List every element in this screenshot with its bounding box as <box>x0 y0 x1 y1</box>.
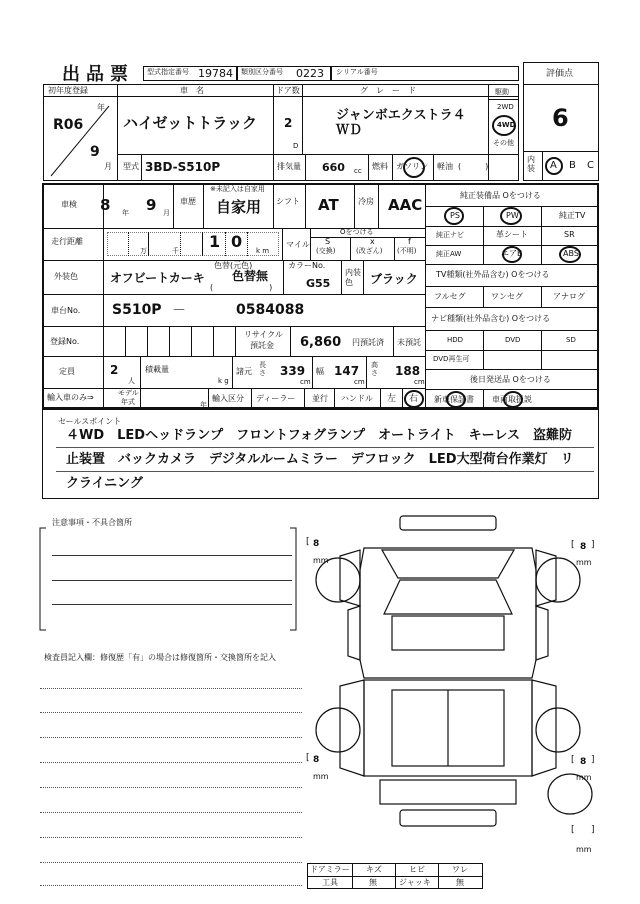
mileage-man-unit: 万 <box>140 247 147 255</box>
tire-spare-open: [ <box>571 825 575 835</box>
divider <box>273 84 274 154</box>
import-parallel: 並行 <box>312 394 328 403</box>
mileage-circle-hint: Oをつける <box>340 228 374 236</box>
drive-4wd-circle <box>492 115 516 136</box>
divider <box>402 388 403 409</box>
repaint-label: 色替(元色) <box>214 261 253 270</box>
selling-points-line1: ４WD LEDヘッドランプ フロントフォグランプ オートライト キーレス 盗難防 <box>66 428 573 443</box>
car-diagram <box>300 510 600 855</box>
divider <box>523 151 599 152</box>
divider <box>488 99 519 100</box>
divider <box>191 326 192 356</box>
selling-points-label: セールスポイント <box>58 417 122 426</box>
divider <box>363 260 364 294</box>
category-label: 類別区分番号 <box>241 68 283 76</box>
unknown-label: (不明) <box>397 247 417 255</box>
divider <box>305 154 306 181</box>
divider <box>140 356 141 388</box>
grade-header: グ レ ー ド <box>360 86 416 95</box>
length-cm: cm <box>300 378 311 386</box>
inspection-label: 車検 <box>61 200 77 209</box>
divider <box>103 388 104 409</box>
divider <box>483 389 484 409</box>
model-value: 3BD-S510P <box>145 160 221 174</box>
model-year-unit: 年 <box>200 401 207 409</box>
model-cert-no: 19784 <box>198 67 233 80</box>
divider <box>366 356 367 388</box>
divider <box>392 154 393 181</box>
color-no-label: カラーNo. <box>288 261 326 270</box>
month-unit: 月 <box>104 162 112 171</box>
repaint-paren: ( ) <box>210 283 273 292</box>
divider <box>395 863 396 889</box>
reg-no-label: 登録No. <box>50 337 80 346</box>
displacement-value: 660 <box>322 161 345 174</box>
dotted-line <box>40 688 302 689</box>
tire-fl-open: [ <box>306 537 310 547</box>
dotted-line <box>40 762 302 763</box>
recycle-label-1: リサイクル <box>244 330 283 339</box>
recycle-not: 未預託 <box>397 338 421 347</box>
divider <box>425 286 599 287</box>
history-value: 自家用 <box>216 198 262 216</box>
model-year-label-1: モデル <box>118 389 139 397</box>
dims-label: 諸元 <box>236 367 252 376</box>
nav-dvd: DVD <box>505 336 521 344</box>
equipment-title: 純正装備品 Oをつける <box>460 191 541 200</box>
int-color-label: 内装色 <box>345 268 361 287</box>
tire-rr-unit: mm <box>576 773 592 782</box>
divider <box>273 154 274 181</box>
divider <box>302 84 303 154</box>
interior-label: 内装 <box>527 155 535 173</box>
altered-label: (改ざん) <box>356 247 383 255</box>
swap-mark: S <box>325 237 331 246</box>
note-line <box>52 604 292 605</box>
chassis-dash: － <box>172 303 186 319</box>
tire-rr-open: [ <box>571 755 575 765</box>
length-value: 339 <box>280 364 306 378</box>
divider <box>203 183 204 228</box>
divider <box>140 388 141 409</box>
divider <box>483 286 484 307</box>
model-label: 型式 <box>123 162 139 171</box>
divider <box>378 183 379 228</box>
caution-label: 注意事項・不具合箇所 <box>52 518 132 527</box>
footer-break: ワレ <box>452 865 468 874</box>
divider <box>541 330 542 369</box>
shift-value: AT <box>318 196 339 214</box>
vehicle-name: ハイゼットトラック <box>123 114 257 132</box>
divider <box>225 232 226 256</box>
mileage-label: 走行距離 <box>51 237 83 246</box>
repaint-value: 色替無 <box>232 269 269 283</box>
dotted-line <box>40 787 302 788</box>
divider <box>368 154 369 181</box>
divider <box>394 237 395 260</box>
mileage-sen-unit: 千 <box>172 247 179 255</box>
mileage-digit-2: 0 <box>231 232 243 251</box>
interior-c: C <box>587 160 594 171</box>
divider <box>483 206 484 264</box>
drive-4wd: 4WD <box>497 121 516 129</box>
divider <box>393 326 394 356</box>
divider <box>42 326 425 327</box>
color-label: 外装色 <box>54 272 78 281</box>
page-title: 出品票 <box>62 64 134 85</box>
divider <box>273 183 274 228</box>
year-unit: 年 <box>97 103 105 112</box>
tire-fl-unit: mm <box>313 556 329 565</box>
mileage-digit-1: 1 <box>209 232 221 251</box>
divider <box>312 356 313 388</box>
tire-rl-unit: mm <box>313 772 329 781</box>
dotted-line <box>40 837 302 838</box>
divider <box>341 260 342 294</box>
model-year-label-2: 年式 <box>121 398 135 406</box>
interior-a: A <box>550 160 557 171</box>
category-no: 0223 <box>296 67 324 80</box>
equip-tv: 純正TV <box>559 211 586 220</box>
dotted-line <box>40 712 302 713</box>
capacity-value: 2 <box>110 363 119 377</box>
ac-value: AAC <box>388 196 423 214</box>
recycle-label-2: 預託金 <box>250 341 274 350</box>
divider <box>56 471 594 472</box>
divider <box>304 388 305 409</box>
fuel-gasoline-circle <box>403 157 425 178</box>
chassis-label: 車台No. <box>51 306 81 315</box>
divider <box>251 388 252 409</box>
inspection-year: 8 <box>100 196 111 214</box>
divider <box>380 388 381 409</box>
tire-rl-open: [ <box>306 753 310 763</box>
tire-rl-depth: 8 <box>313 755 320 765</box>
divider <box>169 326 170 356</box>
equip-aw: 純正AW <box>436 250 462 258</box>
doors-label: ドア数 <box>276 86 300 95</box>
divider <box>425 307 599 308</box>
mileage-mile: マイル <box>286 240 310 249</box>
divider <box>433 154 434 181</box>
length-label: 長さ <box>259 361 266 377</box>
handle-right: 右 <box>409 394 419 404</box>
divider <box>483 330 484 369</box>
divider <box>425 183 426 409</box>
interior-a-circle <box>545 157 563 175</box>
dotted-line <box>40 862 302 863</box>
divider <box>523 84 599 85</box>
doors-value: 2 <box>284 116 293 130</box>
divider <box>425 226 599 227</box>
equip-airbag: エアB <box>501 249 523 258</box>
divider <box>334 388 335 409</box>
divider <box>208 388 209 409</box>
divider <box>213 326 214 356</box>
cc-unit: cc <box>354 167 362 175</box>
recycle-deposited: 円預託済 <box>352 338 384 347</box>
chassis-prefix: S510P <box>112 302 162 318</box>
tire-spare-unit: mm <box>576 845 592 854</box>
divider <box>425 350 599 351</box>
footer-scratch: キズ <box>366 865 382 874</box>
divider <box>438 863 439 889</box>
divider <box>202 232 203 256</box>
divider <box>125 326 126 356</box>
footer-tools-value: 無 <box>369 878 377 887</box>
import-dealer: ディーラー <box>256 394 296 403</box>
recycle-amount: 6,860 <box>300 335 342 350</box>
divider <box>232 356 233 388</box>
divider <box>180 232 181 256</box>
divider <box>148 232 149 256</box>
fuel-label: 燃料 <box>372 162 388 171</box>
divider <box>147 326 148 356</box>
nav-sd: SD <box>566 336 576 344</box>
private-note: ※未記入は自家用 <box>210 185 265 193</box>
handle-label: ハンドル <box>341 394 373 403</box>
equip-airbag-circle <box>502 246 522 263</box>
height-label: 高さ <box>371 361 378 377</box>
color-no-value: G55 <box>306 277 331 290</box>
note-line <box>52 580 292 581</box>
divider <box>117 154 519 155</box>
mileage-digits-box <box>107 232 279 256</box>
divider <box>42 294 425 295</box>
fuel-diesel: 軽油 <box>437 162 453 171</box>
later-manual: 車両取扱説 <box>492 395 532 404</box>
first-reg-label: 初年度登録 <box>48 86 88 95</box>
drive-label: 駆動 <box>495 88 509 96</box>
divider <box>425 389 599 390</box>
later-warranty: 新車保証書 <box>434 395 474 404</box>
divider <box>350 237 351 260</box>
width-label: 幅 <box>316 367 324 376</box>
divider <box>541 206 542 264</box>
history-label: 車歴 <box>180 197 196 206</box>
width-cm: cm <box>354 378 365 386</box>
equip-sr: SR <box>564 230 575 239</box>
drive-other: その他 <box>493 139 514 147</box>
color-value: オフビートカーキ <box>110 271 205 285</box>
dotted-line <box>40 812 302 813</box>
nav-hdd: HDD <box>447 336 464 344</box>
dotted-line <box>40 885 302 886</box>
inspector-label: 検査員記入欄：修復歴「有」の場合は修復箇所・交換箇所を記入 <box>44 653 276 662</box>
divider <box>173 183 174 228</box>
selling-points-line2: 止装置 バックカメラ デジタルルームミラー デフロック LED大型荷台作業灯 リ <box>66 452 574 467</box>
tire-fr-depth: 8 <box>580 542 587 552</box>
handle-left: 左 <box>387 394 397 404</box>
divider <box>352 863 353 889</box>
divider <box>247 232 248 256</box>
score-label: 評価点 <box>546 69 574 79</box>
serial-label: シリアル番号 <box>336 68 378 76</box>
divider <box>541 286 542 307</box>
tire-rr-close: ] <box>591 755 595 765</box>
first-reg-era: R06 <box>53 117 84 133</box>
tire-fr-open: [ <box>571 540 575 550</box>
nav-title: ナビ種類(社外品含む) Oをつける <box>431 314 551 323</box>
tv-title: TV種類(社外品含む) Oをつける <box>436 270 550 279</box>
grade-line2: ＷＤ <box>336 123 363 138</box>
load-kg: k g <box>218 377 229 385</box>
equip-abs: ABS <box>563 249 579 258</box>
note-line <box>52 555 292 556</box>
equip-leather: 革シート <box>496 230 528 239</box>
divider <box>425 369 599 370</box>
inspection-year-unit: 年 <box>122 209 129 217</box>
altered-mark: x <box>370 237 375 246</box>
displacement-label: 排気量 <box>277 162 301 171</box>
divider <box>425 264 599 265</box>
divider <box>310 228 311 260</box>
later-warranty-circle <box>446 391 466 408</box>
width-value: 147 <box>334 364 360 378</box>
mileage-km: k m <box>256 247 270 255</box>
first-reg-month: 9 <box>90 144 100 160</box>
int-color-value: ブラック <box>370 272 418 286</box>
tire-fr-unit: mm <box>576 558 592 567</box>
equip-pw-circle <box>500 207 522 225</box>
divider <box>282 228 283 260</box>
ac-label: 冷房 <box>358 197 374 206</box>
handle-right-circle <box>404 390 424 408</box>
tv-analog: アナログ <box>553 292 585 301</box>
divider <box>42 356 425 357</box>
height-value: 188 <box>395 364 421 378</box>
import-type-label: 輸入区分 <box>212 394 244 403</box>
drive-2wd: 2WD <box>497 103 514 111</box>
tire-fl-depth: 8 <box>313 539 320 549</box>
divider <box>290 326 291 356</box>
divider <box>117 84 118 181</box>
interior-b: B <box>569 160 576 171</box>
footer-tools: 工具 <box>322 878 338 887</box>
divider <box>354 183 355 228</box>
divider <box>235 326 236 356</box>
shift-label: シフト <box>276 197 300 206</box>
swap-label: (交換) <box>316 247 336 255</box>
dotted-line <box>40 737 302 738</box>
height-cm: cm <box>414 378 425 386</box>
door-d: D <box>293 142 299 150</box>
fuel-other: ( ) <box>458 162 489 171</box>
fuel-gasoline: ガソリン <box>396 162 428 171</box>
selling-points-line3: クライニング <box>66 476 143 491</box>
divider <box>56 447 594 448</box>
score-value: 6 <box>552 104 569 132</box>
equip-ps: PS <box>450 211 460 220</box>
footer-door-mirror: ドアミラー <box>310 865 350 874</box>
divider <box>305 183 306 228</box>
divider <box>425 330 599 331</box>
capacity-unit: 人 <box>128 377 135 385</box>
nav-dvd-play: DVD再生可 <box>433 355 470 363</box>
later-title: 後日発送品 Oをつける <box>470 375 551 384</box>
divider <box>141 154 142 181</box>
footer-jack: ジャッキ <box>399 878 431 887</box>
inspection-month-unit: 月 <box>163 209 170 217</box>
import-label: 輸入車のみ⇒ <box>47 393 94 402</box>
model-cert-label: 型式指定番号 <box>147 68 189 76</box>
caution-bracket <box>38 524 298 634</box>
footer-jack-value: 無 <box>456 878 464 887</box>
load-label: 積載量 <box>145 365 169 374</box>
equip-ps-circle <box>444 207 464 225</box>
divider <box>128 232 129 256</box>
tv-oneseg: ワンセグ <box>491 292 523 301</box>
name-label: 車 名 <box>180 86 204 95</box>
equip-abs-circle <box>559 246 581 263</box>
tire-spare-close: ] <box>591 825 595 835</box>
chassis-no: 0584088 <box>236 302 305 318</box>
unknown-mark: f <box>408 237 411 246</box>
divider <box>42 388 425 389</box>
tv-fullseg: フルセグ <box>434 292 466 301</box>
equip-pw: PW <box>506 211 519 220</box>
capacity-label: 定員 <box>59 367 75 376</box>
grade-line1: ジャンボエクストラ４ <box>336 108 466 123</box>
tire-rr-depth: 8 <box>580 757 587 767</box>
divider <box>542 151 543 181</box>
divider <box>283 260 284 294</box>
later-manual-circle <box>503 391 523 408</box>
tire-fr-close: ] <box>591 540 595 550</box>
inspection-month: 9 <box>146 196 157 214</box>
equip-nav: 純正ナビ <box>436 231 464 239</box>
footer-crack: ヒビ <box>409 865 425 874</box>
